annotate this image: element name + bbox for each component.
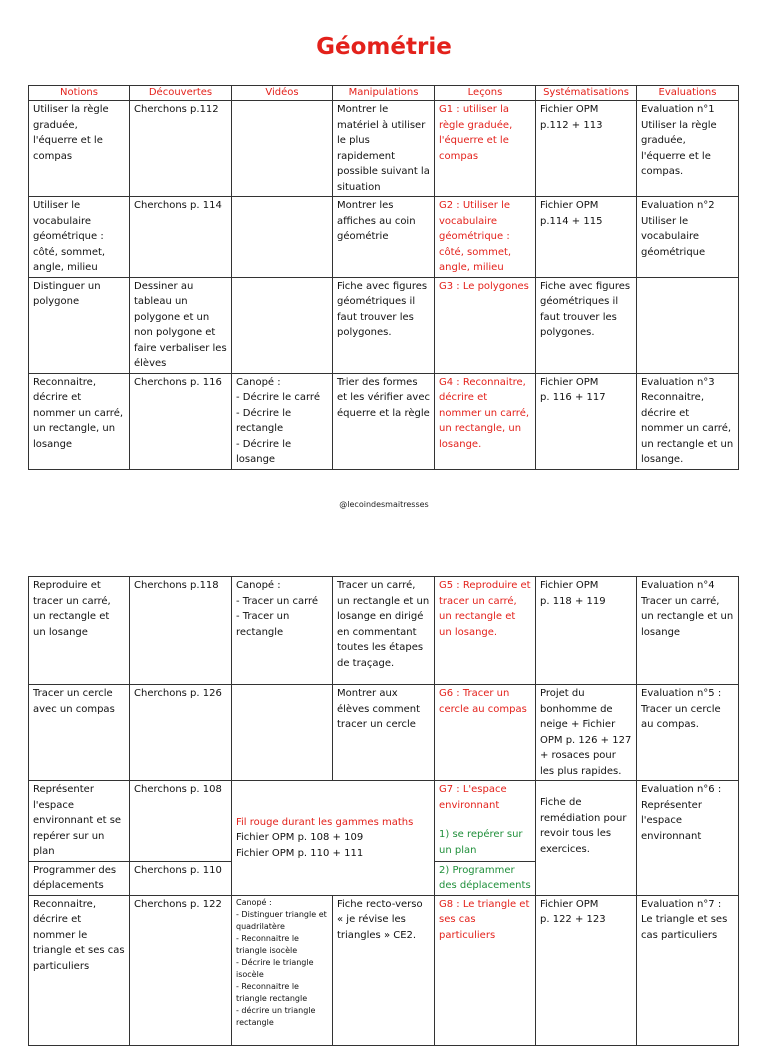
cell-evaluation — [637, 277, 739, 373]
watermark: @lecoindesmaitresses — [339, 500, 429, 509]
cell-decouverte: Cherchons p. 122 — [130, 895, 232, 1045]
header-decouvertes: Découvertes — [130, 86, 232, 101]
fichier-opm-a: Fichier OPM p. 108 + 109 — [236, 832, 364, 843]
table-row — [29, 685, 739, 781]
header-evaluations: Evaluations — [637, 86, 739, 101]
cell-notion: Utiliser la règle graduée, l'équerre et le compas — [29, 101, 130, 197]
cell-evaluation: Evaluation n°5 : Tracer un cercle au compas. — [637, 685, 739, 781]
cell-decouverte: Cherchons p.118 — [130, 577, 232, 685]
cell-video: Canopé : - Décrire le carré - Décrire le rectangle - Décrire le losange — [232, 373, 333, 469]
page-title: Géométrie — [316, 34, 452, 60]
cell-video: Canopé : - Tracer un carré - Tracer un rectangle — [232, 577, 333, 685]
cell-notion: Distinguer un polygone — [29, 277, 130, 373]
cell-notion: Reconnaitre, décrire et nommer un carré, un rectangle, un losange — [29, 373, 130, 469]
cell-manipulation: Montrer aux élèves comment tracer un cercle — [333, 685, 435, 781]
cell-notion: Programmer des déplacements — [29, 861, 130, 895]
cell-fil-rouge — [232, 781, 435, 896]
cell-systematisation: Fichier OPM p. 116 + 117 — [536, 373, 637, 469]
table-row — [29, 895, 739, 1045]
cell-manipulation: Tracer un carré, un rectangle et un losange en dirigé en commentant toutes les étapes de traçage. — [333, 577, 435, 685]
cell-notion: Utiliser le vocabulaire géométrique : côté, sommet, angle, milieu — [29, 197, 130, 278]
cell-notion: Reconnaitre, décrire et nommer le triangle et ses cas particuliers — [29, 895, 130, 1045]
cell-video: Canopé : - Distinguer triangle et quadrilatère - Reconnaitre le triangle isocèle - Décrire le triangle isocèle - Reconnaitre le triangle rectangle - décrire un triangle rectangle — [232, 895, 333, 1045]
table-row — [29, 277, 739, 373]
cell-lecon: G4 : Reconnaitre, décrire et nommer un carré, un rectangle, un losange. — [435, 373, 536, 469]
cell-decouverte: Cherchons p. 108 — [130, 781, 232, 862]
cell-video — [232, 685, 333, 781]
cell-decouverte: Dessiner au tableau un polygone et un non polygone et faire verbaliser les élèves — [130, 277, 232, 373]
cell-decouverte: Cherchons p. 116 — [130, 373, 232, 469]
cell-lecon: G8 : Le triangle et ses cas particuliers — [435, 895, 536, 1045]
cell-evaluation: Evaluation n°4 Tracer un carré, un rectangle et un losange — [637, 577, 739, 685]
cell-systematisation: Fichier OPM p. 122 + 123 — [536, 895, 637, 1045]
table-header-row — [29, 86, 739, 101]
cell-lecon: G2 : Utiliser le vocabulaire géométrique : côté, sommet, angle, milieu — [435, 197, 536, 278]
cell-systematisation: Projet du bonhomme de neige + Fichier OPM p. 126 + 127 + rosaces pour les plus rapides. — [536, 685, 637, 781]
cell-decouverte: Cherchons p. 114 — [130, 197, 232, 278]
cell-notion: Tracer un cercle avec un compas — [29, 685, 130, 781]
table-row — [29, 101, 739, 197]
header-systematisations: Systématisations — [536, 86, 637, 101]
cell-video — [232, 101, 333, 197]
fil-rouge-label: Fil rouge durant les gammes maths — [236, 816, 414, 828]
cell-systematisation: Fiche avec figures géométriques il faut trouver les polygones. — [536, 277, 637, 373]
cell-decouverte: Cherchons p. 110 — [130, 861, 232, 895]
table-geometrie-1 — [28, 85, 739, 470]
cell-decouverte: Cherchons p. 126 — [130, 685, 232, 781]
cell-evaluation: Evaluation n°1 Utiliser la règle graduée, l'équerre et le compas. — [637, 101, 739, 197]
cell-systematisation: Fichier OPM p.112 + 113 — [536, 101, 637, 197]
header-lecons: Leçons — [435, 86, 536, 101]
table-row — [29, 373, 739, 469]
lecon-sub-1: 1) se repérer sur un plan — [439, 829, 523, 856]
cell-notion: Reproduire et tracer un carré, un rectangle et un losange — [29, 577, 130, 685]
cell-manipulation: Fiche recto-verso « je révise les triangles » CE2. — [333, 895, 435, 1045]
cell-systematisation: Fichier OPM p. 118 + 119 — [536, 577, 637, 685]
cell-manipulation: Fiche avec figures géométriques il faut trouver les polygones. — [333, 277, 435, 373]
cell-evaluation: Evaluation n°7 : Le triangle et ses cas particuliers — [637, 895, 739, 1045]
header-notions: Notions — [29, 86, 130, 101]
cell-video — [232, 197, 333, 278]
cell-evaluation: Evaluation n°3 Reconnaitre, décrire et nommer un carré, un rectangle et un losange. — [637, 373, 739, 469]
cell-evaluation: Evaluation n°2 Utiliser le vocabulaire géométrique — [637, 197, 739, 278]
cell-manipulation: Montrer le matériel à utiliser le plus rapidement possible suivant la situation — [333, 101, 435, 197]
cell-systematisation: Fichier OPM p.114 + 115 — [536, 197, 637, 278]
table-row — [29, 577, 739, 685]
cell-systematisation: Fiche de remédiation pour revoir tous les exercices. — [536, 781, 637, 896]
cell-lecon: G1 : utiliser la règle graduée, l'équerre et le compas — [435, 101, 536, 197]
cell-notion: Représenter l'espace environnant et se repérer sur un plan — [29, 781, 130, 862]
cell-lecon: G5 : Reproduire et tracer un carré, un rectangle et un losange. — [435, 577, 536, 685]
cell-video — [232, 277, 333, 373]
lecon-title: G7 : L'espace environnant — [439, 784, 507, 811]
table-row — [29, 781, 739, 862]
cell-lecon: G3 : Le polygones — [435, 277, 536, 373]
spacer — [439, 813, 531, 827]
table-row — [29, 197, 739, 278]
header-videos: Vidéos — [232, 86, 333, 101]
fichier-opm-b: Fichier OPM p. 110 + 111 — [236, 847, 364, 859]
cell-decouverte: Cherchons p.112 — [130, 101, 232, 197]
cell-lecon: 2) Programmer des déplacements — [435, 861, 536, 895]
cell-manipulation: Montrer les affiches au coin géométrie — [333, 197, 435, 278]
cell-lecon — [435, 781, 536, 862]
cell-manipulation: Trier des formes et les vérifier avec équerre et la règle — [333, 373, 435, 469]
table-geometrie-2 — [28, 576, 739, 1046]
cell-evaluation: Evaluation n°6 : Représenter l'espace environnant — [637, 781, 739, 896]
header-manipulations: Manipulations — [333, 86, 435, 101]
cell-lecon: G6 : Tracer un cercle au compas — [435, 685, 536, 781]
